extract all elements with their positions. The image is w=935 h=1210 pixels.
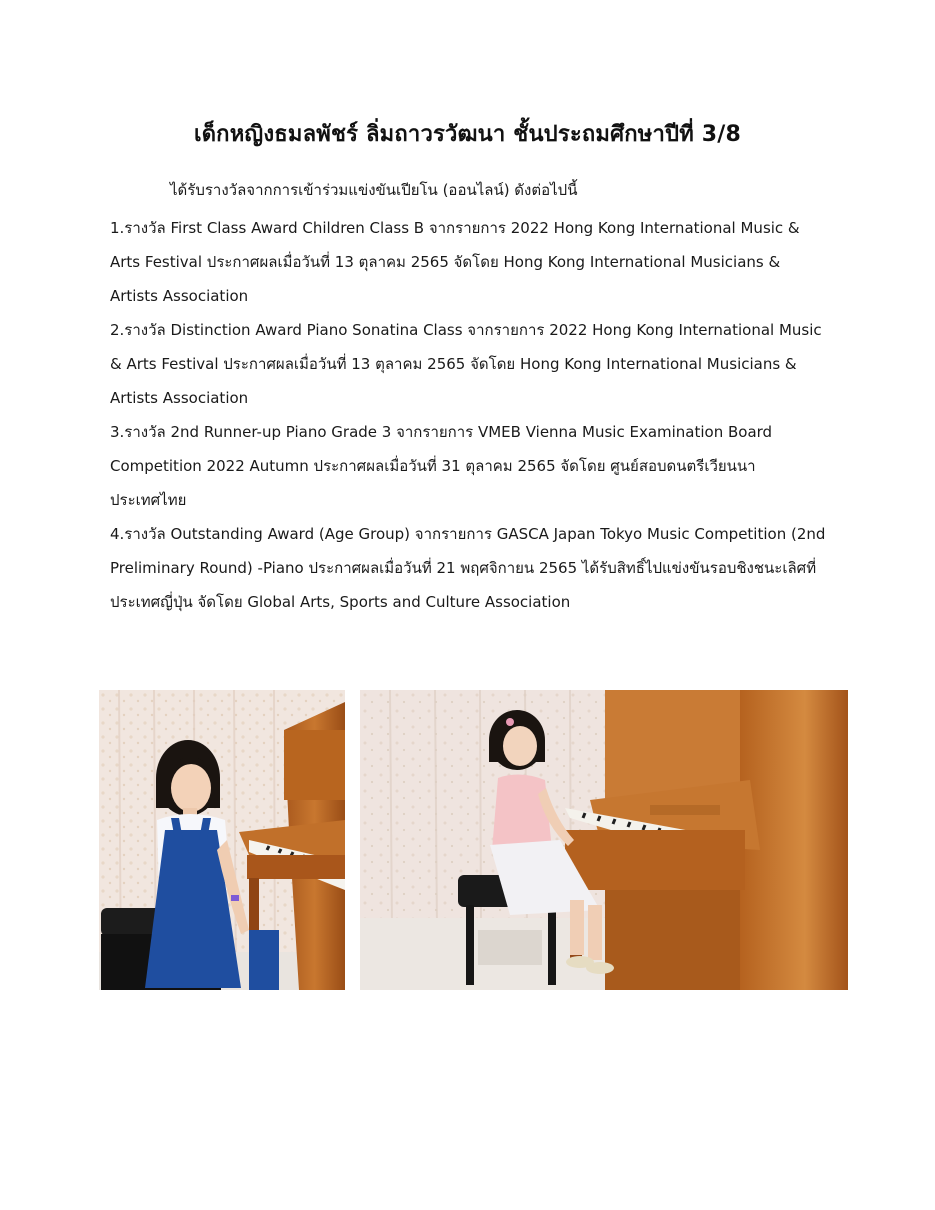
award-item-4: 4.รางวัล Outstanding Award (Age Group) จากรายการ GASCA Japan Tokyo Music Competition (2nd Preliminary Round) -Piano ประกาศผลเมื่อวันที่ 21 พฤศจิกายน 2565 ได้รับสิทธิ์ไปแข่งขันรอบชิงชนะเลิศที่ประเทศญี่ปุ่น จัดโดย Global Arts, Sports and Culture Association [110,525,826,611]
photo-girl-pink-top-at-piano [360,690,848,990]
intro-text: ได้รับรางวัลจากการเข้าร่วมแข่งขันเปียโน (ออนไลน์) ดังต่อไปนี้ [170,181,578,199]
award-list [110,211,830,619]
award-item-2: 2.รางวัล Distinction Award Piano Sonatina Class จากรายการ 2022 Hong Kong International Music & Arts Festival ประกาศผลเมื่อวันที่ 13 ตุลาคม 2565 จัดโดย Hong Kong International Musicians & Artists Association [110,321,822,407]
photo-girl-uniform-at-piano [99,690,345,990]
award-item-3: 3.รางวัล 2nd Runner-up Piano Grade 3 จากรายการ VMEB Vienna Music Examination Board Competition 2022 Autumn ประกาศผลเมื่อวันที่ 31 ตุลาคม 2565 จัดโดย ศูนย์สอบดนตรีเวียนนาประเทศไทย [110,423,773,509]
award-item-1: 1.รางวัล First Class Award Children Class B จากรายการ 2022 Hong Kong International Music & Arts Festival ประกาศผลเมื่อวันที่ 13 ตุลาคม 2565 จัดโดย Hong Kong International Musicians & Artists Association [110,219,800,305]
page-title: เด็กหญิงธมลพัชร์ ลิ่มถาวรวัฒนา ชั้นประถมศึกษาปีที่ 3/8 [193,122,742,147]
